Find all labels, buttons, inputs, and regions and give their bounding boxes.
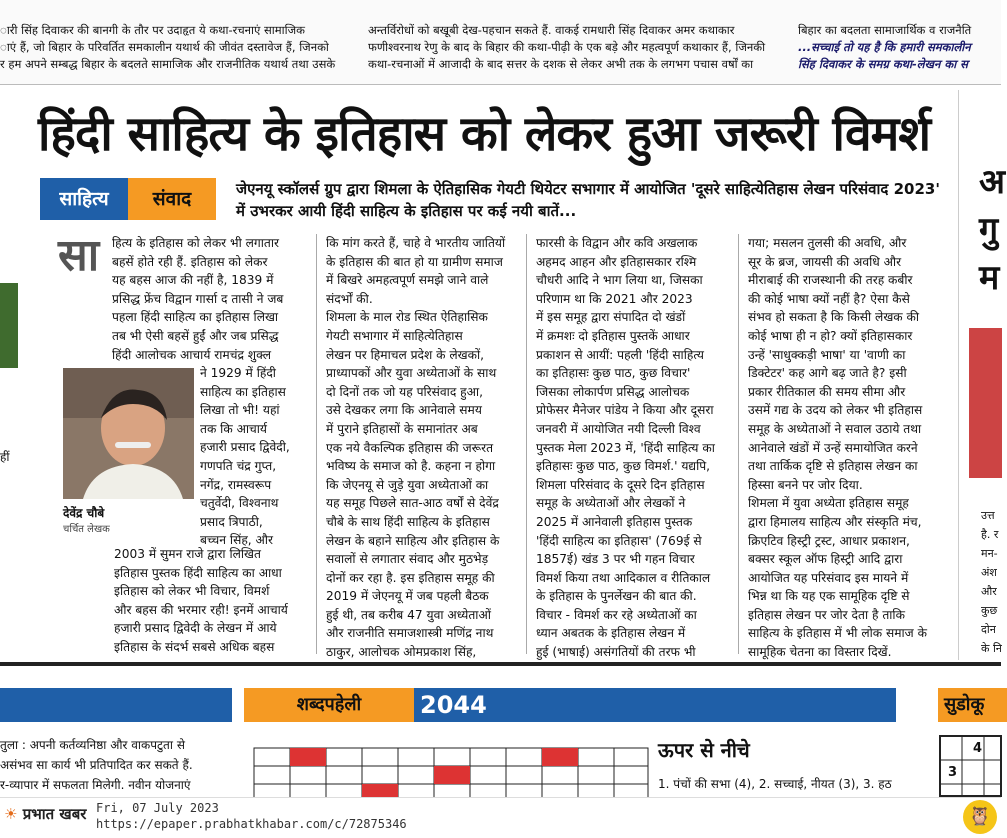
text-line: संदर्भों की. — [326, 291, 373, 306]
top-strip-col3 — [798, 22, 1001, 73]
text-line: शिमला परिसंवाद के दूसरे दिन इतिहास — [536, 477, 705, 492]
left-edge-text: हीं — [0, 450, 10, 464]
sun-icon: ☀ — [4, 805, 18, 823]
text-line: प्रकाशन से आयीं: पहली 'हिंदी साहित्य — [536, 347, 704, 362]
edge-headline-char: अ — [979, 162, 1005, 202]
text-line: उसे देखकर लगा कि आनेवाले समय — [326, 403, 482, 418]
column-rule — [738, 234, 739, 654]
logo-text: प्रभात खबर — [22, 805, 87, 823]
text-line: यह बहस आज की नहीं है, 1839 में — [112, 273, 274, 288]
text-line: बच्चन सिंह, और — [200, 533, 273, 548]
strip-line: कथा-रचनाओं में आजादी के बाद सत्तर के दशक से लेकर अभी तक के लगभग पचास वर्षों का — [368, 57, 754, 71]
horoscope-text — [0, 735, 232, 795]
text-line: हिंदी आलोचक आचार्य रामचंद्र शुक्ल — [112, 347, 271, 362]
text-line: प्रसिद्ध फ्रेंच विद्वान गार्सा द तासी ने जब — [112, 291, 284, 306]
strip-line: सिंह दिवाकर के समग्र कथा-लेखन का स — [798, 57, 968, 71]
text-line: पुस्तक मेला 2023 में, 'हिंदी साहित्य का — [536, 440, 715, 455]
text-line: 2003 में सुमन राजे द्वारा लिखित — [114, 547, 261, 561]
page-footer — [0, 797, 1001, 838]
text-line: मीराबाई की राजस्थानी की तरह कबीर — [748, 273, 913, 288]
text-line: इतिहास पुस्तक हिंदी साहित्य का आधा — [114, 565, 282, 580]
text-line: उन्हें 'साधुक्कड़ी भाषा' या 'वाणी का — [748, 347, 906, 362]
text-line: बक्सर स्कूल ऑफ हिस्ट्री आदि द्वारा — [748, 552, 903, 567]
column-1-side — [200, 364, 304, 550]
text-line: अहमद आहन और इतिहासकार रश्मि — [536, 254, 697, 269]
horoscope-line: असंभव सा कार्य भी प्रतिपादित कर सकते हैं. — [0, 758, 193, 772]
crossword-clue-heading: ऊपर से नीचे — [658, 738, 750, 762]
text-line: लिखा तो भी! यहां — [200, 403, 280, 418]
text-line: इतिहास लेखन पर जोर देता है ताकि — [748, 607, 905, 622]
text-line: साहित्य के इतिहास में भी लोक समाज के — [748, 626, 927, 641]
horoscope-line: तुला : अपनी कर्तव्यनिष्ठा और वाकपटुता से — [0, 738, 185, 752]
horoscope-line: र-व्यापार में सफलता मिलेगी. नवीन योजनाएं — [0, 778, 191, 792]
edge-text-line: उत्त — [981, 509, 995, 522]
text-line: आयोजित यह परिसंवाद इस मायने में — [748, 570, 909, 585]
text-line: बहसें होते रही हैं. इतिहास को लेकर — [112, 254, 268, 269]
text-line: और राजनीति समाजशास्त्री मणिंद्र नाथ — [326, 626, 494, 641]
text-line: समूह के अध्येताओं और लेखकों ने — [536, 496, 686, 511]
text-line: हुई थी, तब करीब 47 युवा अध्येताओं — [326, 607, 491, 622]
text-line: उसमें गद्य के उदय को लेकर भी इतिहास — [748, 403, 923, 418]
crossword-title: शब्दपहेली — [244, 688, 414, 722]
text-line: कि जेएनयू से जुड़े युवा अध्येताओं का — [326, 477, 489, 492]
text-line: तथा तार्किक दृष्टि से इतिहास लेखन का — [748, 459, 918, 474]
newspaper-logo — [4, 804, 86, 824]
text-line: फारसी के विद्वान और कवि अखलाक — [536, 236, 698, 250]
article-headline: हिंदी साहित्य के इतिहास को लेकर हुआ जरूरी विमर्श — [38, 106, 931, 162]
text-line: 'हिंदी साहित्य का इतिहास' (769ई से — [536, 533, 702, 548]
edge-text-line: और — [981, 585, 997, 598]
sudoku-grid[interactable] — [940, 736, 1001, 796]
edge-text-line: है. र — [981, 528, 999, 541]
text-line: और बहस की भरमार रही! इनमें आचार्य — [114, 602, 288, 617]
text-line: शिमला में युवा अध्येता इतिहास समूह — [748, 496, 909, 511]
strip-line: ...सच्चाई तो यह है कि हमारी समकालीन — [798, 40, 971, 54]
text-line: सूर के ब्रज, जायसी की अवधि और — [748, 254, 902, 269]
strip-line: ारी सिंह दिवाकर की बानगी के तौर पर उदाहृत ये कथा-रचनाएं सामाजिक — [0, 23, 305, 37]
top-strip-col1 — [0, 22, 350, 73]
edge-headline-char: म — [979, 258, 1000, 298]
article-deck: जेएनयू स्कॉलर्स ग्रुप द्वारा शिमला के ऐतिहासिक गेयटी थियेटर सभागार में आयोजित 'दूसरे साहित्येतिहास लेखन परिसंवाद 2023' में उभरकर आयी हिंदी साहित्य के इतिहास पर कई नयी बातें... — [236, 180, 940, 220]
text-line: जनवरी में आयोजित नयी दिल्ली विश्व — [536, 421, 701, 436]
text-line: सवालों से लगातार संवाद और मुठभेड़ — [326, 552, 489, 567]
author-photo — [63, 368, 194, 499]
text-line: में बिखरे अमहत्वपूर्ण समझे जाने वाले — [326, 273, 489, 288]
text-line: साहित्य का इतिहास — [200, 384, 286, 399]
text-line: भिन्न था कि यह एक सामूहिक दृष्टि से — [748, 589, 910, 604]
text-line: हिस्सा बनने पर जोर दिया. — [748, 477, 863, 492]
text-line: चौधरी आदि ने भाग लिया था, जिसका — [536, 273, 703, 288]
edge-text-line: दोन — [981, 623, 996, 636]
text-line: हित्य के इतिहास को लेकर भी लगातार — [112, 236, 280, 250]
text-line: यह समूह पिछले सात-आठ वर्षों से देवेंद्र — [326, 496, 499, 511]
horoscope-header — [0, 688, 232, 722]
text-line: समूह के अध्येताओं ने सवाल उठाये तथा — [748, 421, 922, 436]
text-line: एक नये वैकल्पिक इतिहास की जरूरत — [326, 440, 494, 455]
text-line: प्राध्यापकों और युवा अध्येताओं के साथ — [326, 366, 497, 381]
column-1-top — [112, 234, 304, 364]
crossword-number: 2044 — [420, 691, 487, 719]
column-4 — [748, 234, 938, 662]
text-line: इतिहासः कुछ पाठ, कुछ विमर्श.' यद्यपि, — [536, 459, 711, 474]
strip-line: बिहार का बदलता सामाजार्थिक व राजनैति — [798, 23, 972, 37]
text-line: द्वारा हिमालय साहित्य और संस्कृति मंच, — [748, 514, 922, 529]
text-line: लेखन पर हिमाचल प्रदेश के लेखकों, — [326, 347, 485, 362]
crossword-clue: 1. पंचों की सभा (4), 2. सच्चाई, नीयत (3), 3. हठ — [658, 777, 892, 791]
text-line: आनेवाले खंडों में उन्हें समायोजित करने — [748, 440, 918, 455]
text-line: डिक्टेटर' कह आगे बढ़ जाते है? इसी — [748, 366, 907, 381]
text-line: विचार - विमर्श कर रहे अध्येताओं का — [536, 607, 697, 622]
text-line: संभव हो सकता है कि किसी लेखक की — [748, 310, 920, 325]
text-line: हजारी प्रसाद द्विवेदी के लेखन में आये — [114, 621, 277, 636]
text-line: हुई (भाषाई) असंगतियों की तरफ भी — [536, 645, 696, 660]
text-line: पहला हिंदी साहित्य का इतिहास लिखा — [112, 310, 279, 325]
crossword-grid[interactable] — [254, 748, 648, 798]
text-line: ठाकुर, आलोचक ओमप्रकाश सिंह, — [326, 645, 477, 660]
text-line: ध्यान अबतक के इतिहास लेखन में — [536, 626, 686, 641]
sudoku-title: सुडोकू — [938, 688, 1007, 722]
text-line: चतुर्वेदी, विश्वनाथ — [200, 496, 279, 511]
text-line: तक कि आचार्य — [200, 421, 267, 436]
footer-date: Fri, 07 July 2023 — [96, 801, 219, 815]
sudoku-digit: 4 — [973, 741, 983, 756]
text-line: कोई भाषा ही न हो? क्यों इतिहासकार — [748, 328, 913, 343]
text-line: लेखन के बहाने साहित्य और इतिहास के — [326, 533, 500, 548]
text-line: गेयटी सभागार में साहित्येतिहास — [326, 328, 463, 343]
text-line: इतिहास को लेकर भी विचार, विमर्श — [114, 584, 270, 599]
author-role: चर्चित लेखक — [63, 524, 110, 535]
strip-line: अन्तर्विरोधों को बखूबी देख-पहचान सकते हैं. वाकई रामधारी सिंह दिवाकर अमर कथाकार — [368, 23, 735, 37]
adjacent-article-edge — [958, 90, 1005, 660]
text-line: गणपति चंद्र गुप्त, — [200, 458, 277, 473]
section-tag-left: साहित्य — [40, 178, 128, 220]
text-line: तब भी ऐसी बहसें हुईं और जब प्रसिद्ध — [112, 328, 279, 343]
text-line: की कोई भाषा क्यों नहीं है? ऐसा कैसे — [748, 291, 910, 306]
text-line: क्रिएटिव हिस्ट्री ट्रस्ट, आधार प्रकाशन, — [748, 533, 910, 548]
text-line: में क्रमशः दो इतिहास पुस्तकें आधार — [536, 328, 690, 343]
text-line: चौबे के साथ हिंदी साहित्य के इतिहास — [326, 514, 490, 529]
section-divider — [0, 662, 1001, 666]
text-line: प्रसाद त्रिपाठी, — [200, 514, 263, 529]
text-line: शिमला के माल रोड स्थित ऐतिहासिक — [326, 310, 488, 325]
text-line: 2019 में जेएनयू में जब पहली बैठक — [326, 589, 489, 604]
top-article-strip — [0, 0, 1001, 85]
text-line: भविष्य के समाज को है. कहना न होगा — [326, 459, 496, 474]
text-line: 1857ई) खंड 3 पर भी गहन विचार — [536, 552, 695, 567]
top-strip-col2 — [368, 22, 778, 73]
text-line: जिसका लोकार्पण प्रसिद्ध आलोचक — [536, 384, 690, 399]
text-line: के इतिहास के पुनर्लेखन की बात की. — [536, 589, 697, 604]
strip-line: र हम अपने सम्बद्ध बिहार के बदलते सामाजिक और राजनीतिक यथार्थ तथा उसके — [0, 57, 336, 71]
column-1-bottom — [114, 545, 304, 657]
text-line: इतिहास के संदर्भ सबसे अधिक बहस — [114, 639, 275, 654]
left-edge-image — [0, 283, 18, 368]
text-line: में पुराने इतिहासों के समानांतर अब — [326, 421, 478, 436]
column-rule — [526, 234, 527, 654]
text-line: प्रकार रीतिकाल की समय सीमा और — [748, 384, 906, 399]
text-line: कि मांग करते हैं, चाहे वे भारतीय जातियों — [326, 236, 506, 250]
text-line: गया; मसलन तुलसी की अवधि, और — [748, 236, 907, 250]
text-line: नगेंद्र, रामस्वरूप — [200, 477, 272, 492]
text-line: दोनों कर रहा है. इस इतिहास समूह की — [326, 570, 495, 585]
edge-text-line: अंश — [981, 566, 997, 579]
column-3 — [536, 234, 728, 662]
footer-meta — [96, 800, 407, 832]
sudoku-digit: 3 — [948, 765, 958, 780]
edge-headline — [979, 158, 1005, 302]
strip-line: ाएं हैं, जो बिहार के परिवर्तित समकालीन यथार्थ की जीवंत दस्तावेज हैं, जिनको — [0, 40, 329, 54]
column-2 — [326, 234, 516, 662]
owl-icon[interactable]: 🦉 — [963, 800, 997, 834]
text-line: हजारी प्रसाद द्विवेदी, — [200, 440, 290, 455]
edge-headline-char: गु — [979, 210, 999, 250]
text-line: प्रोफेसर मैनेजर पांडेय ने किया और दूसरा — [536, 403, 714, 418]
text-line: ने 1929 में हिंदी — [200, 366, 276, 380]
text-line: परिणाम था कि 2021 और 2023 — [536, 291, 693, 306]
text-line: सामूहिक चेतना का विस्तार दिखें. — [748, 645, 892, 660]
section-tag-right: संवाद — [128, 178, 216, 220]
column-rule — [316, 234, 317, 654]
edge-text-line: कुछ — [981, 604, 998, 617]
text-line: का इतिहासः कुछ पाठ, कुछ विचार' — [536, 366, 691, 381]
text-line: में इस समूह द्वारा संपादित दो खंडों — [536, 310, 686, 325]
edge-text — [981, 506, 1002, 658]
edge-image — [969, 328, 1002, 478]
strip-line: फणीश्वरनाथ रेणु के बाद के बिहार की कथा-पीढ़ी के एक बड़े और महत्वपूर्ण कथाकार हैं, जिनकी — [368, 40, 766, 54]
section-tag — [40, 178, 216, 220]
text-line: 2025 में आनेवाली इतिहास पुस्तक — [536, 514, 693, 529]
footer-url[interactable]: https://epaper.prabhatkhabar.com/c/72875346 — [96, 817, 407, 831]
text-line: दो दिनों तक जो यह परिसंवाद हुआ, — [326, 384, 483, 399]
text-line: विमर्श किया तथा आदिकाल व रीतिकाल — [536, 570, 711, 585]
author-name: देवेंद्र चौबे — [63, 506, 105, 520]
dropcap: सा — [58, 230, 100, 281]
text-line: के इतिहास की बात हो या ग्रामीण समाज — [326, 254, 503, 269]
edge-text-line: के नि — [981, 642, 1002, 655]
edge-text-line: मन- — [981, 547, 998, 560]
